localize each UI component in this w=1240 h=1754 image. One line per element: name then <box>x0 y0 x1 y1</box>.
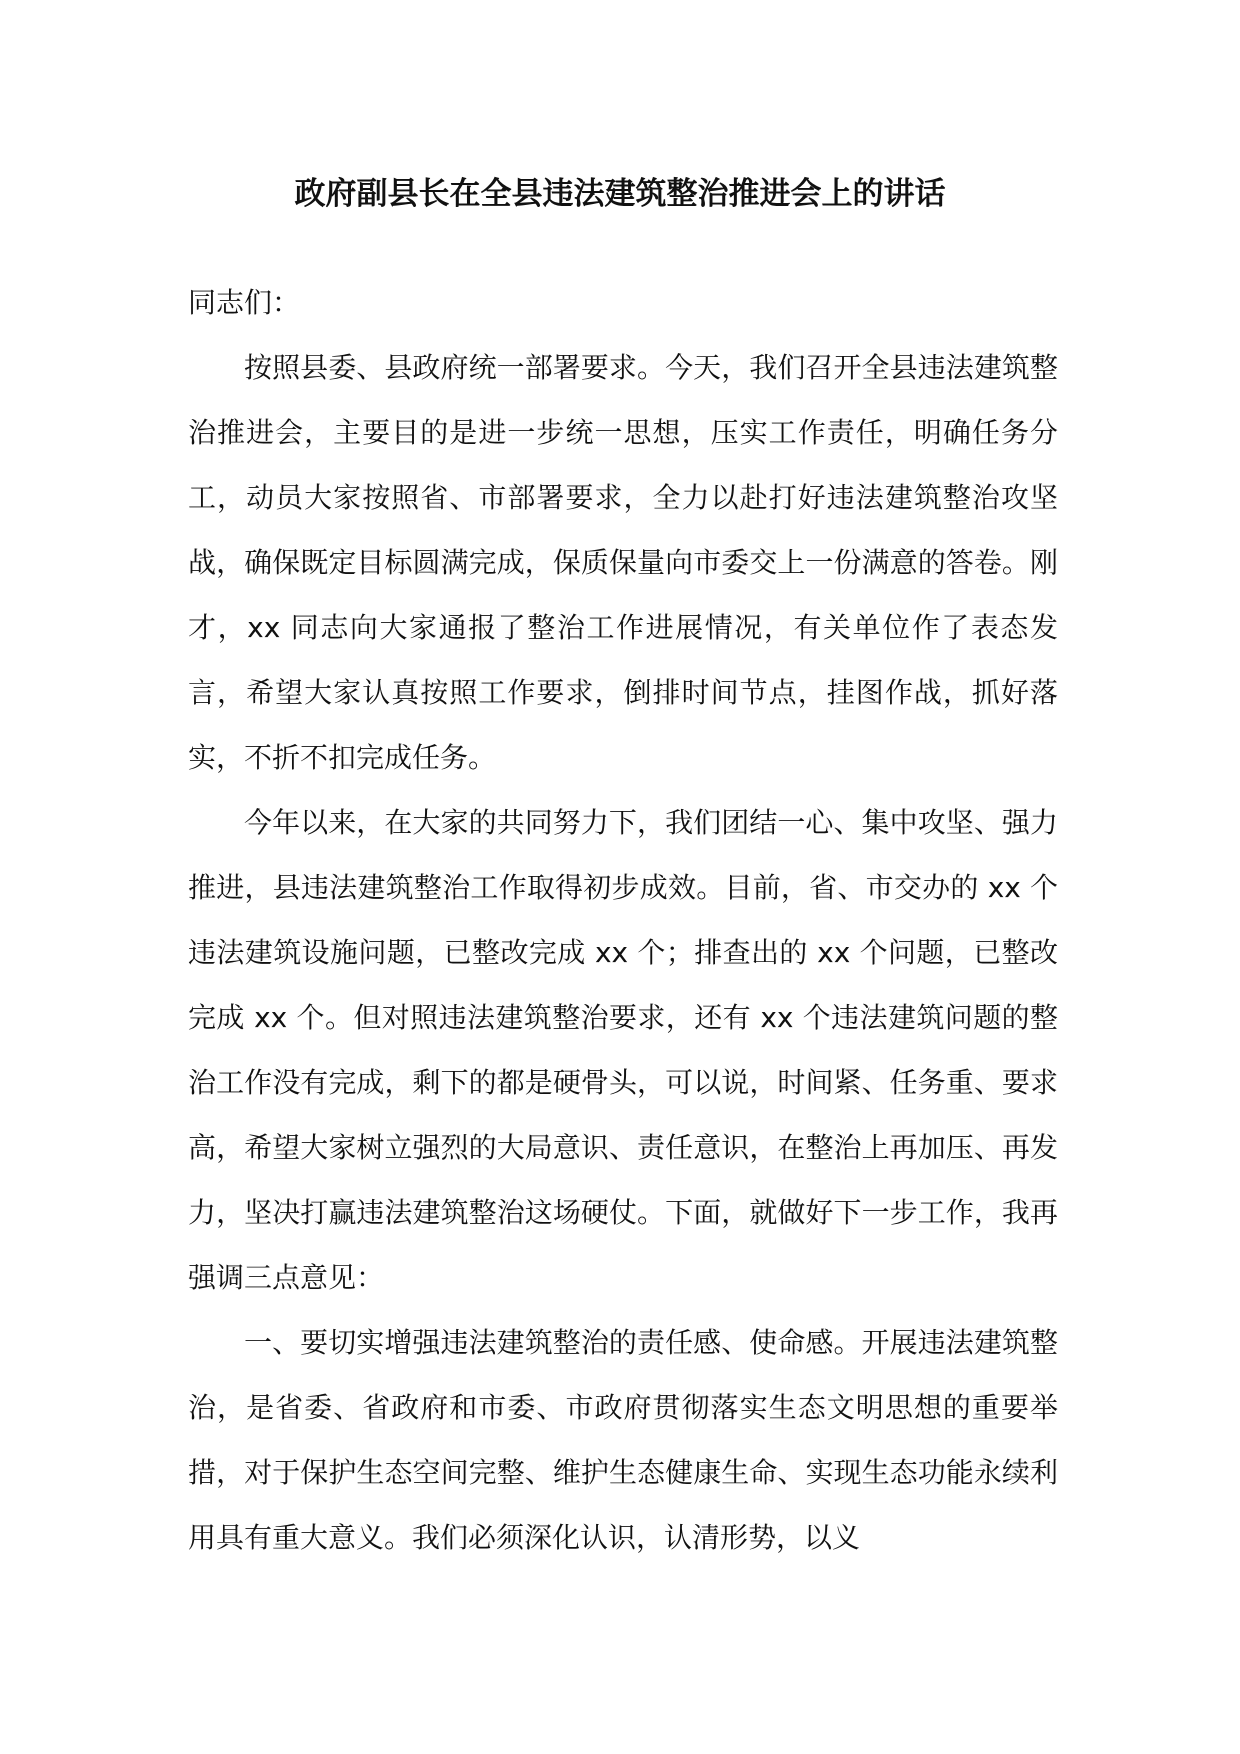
document-body <box>188 270 1058 1570</box>
document-title: 政府副县长在全县违法建筑整治推进会上的讲话 <box>294 176 946 212</box>
paragraph-3: 一、要切实增强违法建筑整治的责任感、使命感。开展违法建筑整治，是省委、省政府和市委、市政府贯彻落实生态文明思想的重要举措，对于保护生态空间完整、维护生态健康生命、实现生态功能永续利用具有重大意义。我们必须深化认识，认清形势，以义 <box>188 1326 1058 1554</box>
salutation: 同志们： <box>188 286 301 319</box>
paragraph-2: 今年以来，在大家的共同努力下，我们团结一心、集中攻坚、强力推进，县违法建筑整治工作取得初步成效。目前，省、市交办的 xx 个违法建筑设施问题，已整改完成 xx 个；排查出的 xx 个问题，已整改完成 xx 个。但对照违法建筑整治要求，还有 xx 个违法建筑问题的整治工作没有完成，剩下的都是硬骨头，可以说，时间紧、任务重、要求高，希望大家树立强烈的大局意识、责任意识，在整治上再加压、再发力，坚决打赢违法建筑整治这场硬仗。下面，就做好下一步工作，我再强调三点意见： <box>188 806 1058 1294</box>
paragraph-1: 按照县委、县政府统一部署要求。今天，我们召开全县违法建筑整治推进会，主要目的是进一步统一思想，压实工作责任，明确任务分工，动员大家按照省、市部署要求，全力以赴打好违法建筑整治攻坚战，确保既定目标圆满完成，保质保量向市委交上一份满意的答卷。刚才，xx 同志向大家通报了整治工作进展情况，有关单位作了表态发言，希望大家认真按照工作要求，倒排时间节点，挂图作战，抓好落实，不折不扣完成任务。 <box>188 351 1058 774</box>
